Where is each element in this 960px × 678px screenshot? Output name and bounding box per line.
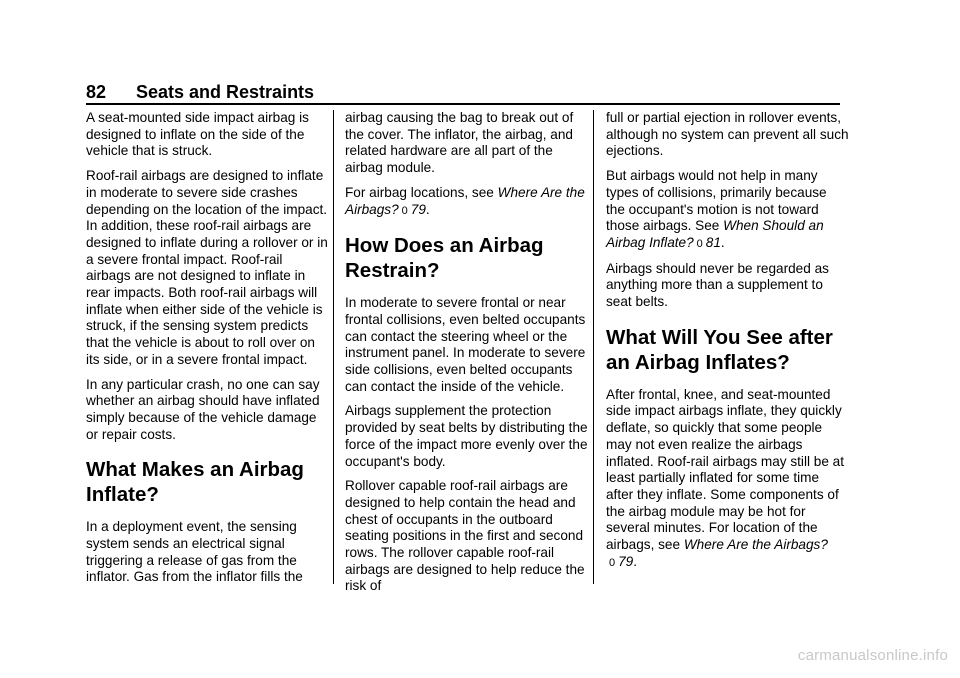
page-reference[interactable]: 79 [618, 553, 634, 569]
column-2 [345, 110, 588, 603]
paragraph: In moderate to severe frontal or near frontal collisions, even belted occupants can contact the steering wheel or the instrument panel. In moderate to severe side collisions, even belted occupants can contact the inside of the vehicle. [345, 295, 586, 394]
cross-reference-link[interactable]: Where Are the Airbags? [683, 537, 828, 553]
cross-reference-link[interactable]: Where Are the Airbags? [345, 184, 585, 217]
section-title: Seats and Restraints [136, 82, 315, 102]
column-divider [593, 110, 594, 584]
page-header [86, 80, 840, 104]
page-ref-icon: 0 [609, 556, 616, 569]
page-ref-icon: 0 [401, 204, 408, 217]
section-heading: What Makes an Airbag Inflate? [86, 458, 304, 507]
page-reference[interactable]: 79 [410, 201, 426, 217]
paragraph: In a deployment event, the sensing system sends an electrical signal triggering a release of gas from the inflator. Gas from the inflator fills the [86, 519, 303, 585]
paragraph-text: After frontal, knee, and seat-mounted side impact airbags inflate, they quickly deflate, so quickly that some people may not even realize the airbags inflated. Roof-rail airbags may still be at least partially inflated for some time after they inflate. Some components of the airbag module may be hot for several minutes. For location of the airbags, see [606, 386, 844, 553]
cross-reference-link[interactable]: When Should an Airbag Inflate? [606, 218, 824, 250]
paragraph: A seat-mounted side impact airbag is designed to inflate on the side of the vehicle that is struck. [86, 110, 309, 159]
paragraph [606, 168, 849, 253]
paragraph: In any particular crash, no one can say whether an airbag should have inflated simply because of the vehicle damage or repair costs. [86, 376, 320, 442]
paragraph [606, 387, 849, 572]
punctuation: . [425, 201, 430, 217]
paragraph: Airbags supplement the protection provided by seat belts by distributing the force of the impact more evenly over the occupant's body. [345, 403, 588, 469]
punctuation: . [633, 553, 638, 569]
section-heading: What Will You See after an Airbag Inflates? [606, 325, 833, 374]
paragraph: airbag causing the bag to break out of the cover. The inflator, the airbag, and related hardware are all part of the airbag module. [345, 110, 574, 176]
paragraph: Rollover capable roof-rail airbags are designed to help contain the head and chest of occupants in the outboard seating positions in the first and second rows. The rollover capable roof-rail airbags are designed to help reduce the risk of [345, 478, 585, 594]
section-heading: How Does an Airbag Restrain? [345, 234, 544, 283]
column-divider [333, 110, 334, 584]
paragraph: Roof-rail airbags are designed to inflate in moderate to severe side crashes depending on the location of the impact. In addition, these roof-rail airbags are designed to inflate during a rollover or in a severe frontal impact. Roof-rail airbags are not designed to inflate in rear impacts. Both roof-rail airbags will inflate when either side of the vehicle is struck, if the sensing system predicts that the vehicle is about to roll over on its side, or in a severe frontal impact. [86, 168, 328, 367]
paragraph [345, 185, 588, 219]
paragraph-text: But airbags would not help in many types of collisions, primarily because the occupant's motion is not toward those airbags. See [606, 168, 827, 234]
column-1 [86, 110, 329, 594]
paragraph-text: For airbag locations, see [345, 184, 498, 200]
paragraph: Airbags should never be regarded as anything more than a supplement to seat belts. [606, 260, 829, 310]
punctuation: . [720, 234, 725, 250]
page-number: 82 [86, 82, 107, 102]
page-ref-icon: 0 [696, 237, 703, 250]
column-3 [606, 110, 849, 579]
site-watermark: carmanualsonline.info [797, 647, 948, 664]
header-rule [86, 103, 840, 105]
paragraph: full or partial ejection in rollover events, although no system can prevent all such ejections. [606, 110, 849, 159]
page-reference[interactable]: 81 [705, 234, 721, 250]
